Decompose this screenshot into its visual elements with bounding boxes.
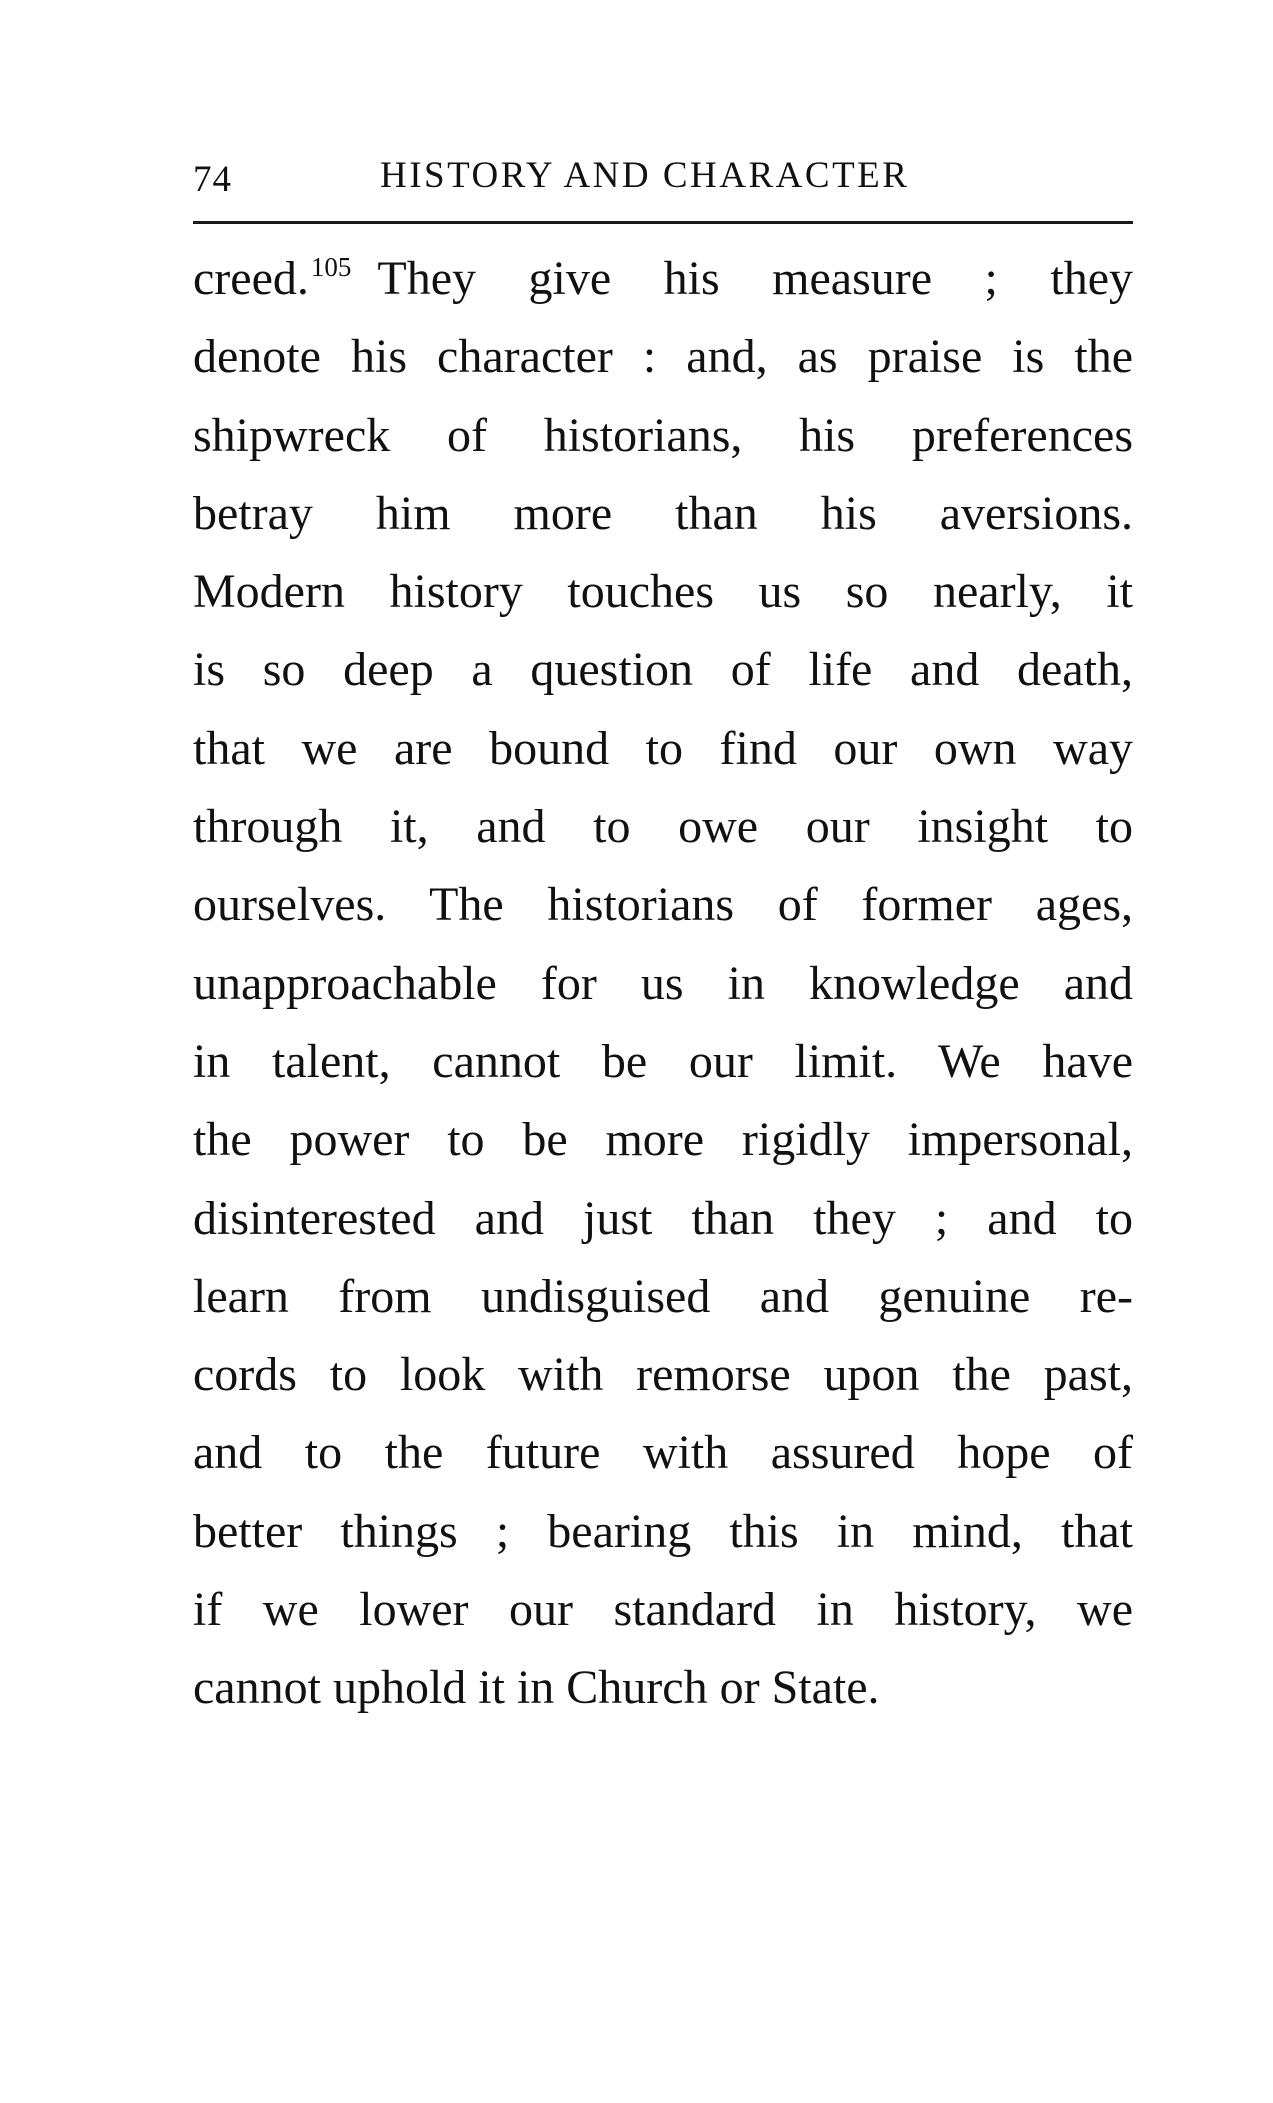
footnote-reference: 105 <box>310 252 352 282</box>
text-line: disinterested and just than they ; and to <box>193 1191 1133 1245</box>
header-rule <box>193 221 1133 224</box>
first-line-text: They give his measure ; they <box>377 252 1133 305</box>
text-line: unapproachable for us in knowledge and <box>193 956 1133 1010</box>
text-line <box>193 240 1133 318</box>
text-line: denote his character : and, as praise is the <box>193 330 1133 384</box>
text-line: better things ; bearing this in mind, that <box>193 1504 1133 1558</box>
text-line: is so deep a question of life and death, <box>193 643 1133 697</box>
text-line: shipwreck of historians, his preferences <box>193 408 1133 462</box>
text-line: cords to look with remorse upon the past, <box>193 1348 1133 1402</box>
text-line: learn from undisguised and genuine re- <box>193 1269 1133 1323</box>
text-line: in talent, cannot be our limit. We have <box>193 1034 1133 1088</box>
text-line: betray him more than his aversions. <box>193 486 1133 540</box>
text-line: if we lower our standard in history, we <box>193 1583 1133 1637</box>
page-number: 74 <box>193 159 232 200</box>
first-word: creed. <box>193 252 309 305</box>
body-paragraph <box>193 240 1133 1728</box>
text-line: the power to be more rigidly impersonal, <box>193 1113 1133 1167</box>
running-title: HISTORY AND CHARACTER <box>380 155 910 196</box>
running-head <box>193 150 1133 210</box>
text-line: through it, and to owe our insight to <box>193 800 1133 854</box>
text-line: that we are bound to find our own way <box>193 721 1133 775</box>
text-line: ourselves. The historians of former ages, <box>193 878 1133 932</box>
text-line-last: cannot uphold it in Church or State. <box>193 1661 880 1715</box>
text-line: and to the future with assured hope of <box>193 1426 1133 1480</box>
text-line: Modern history touches us so nearly, it <box>193 565 1133 619</box>
